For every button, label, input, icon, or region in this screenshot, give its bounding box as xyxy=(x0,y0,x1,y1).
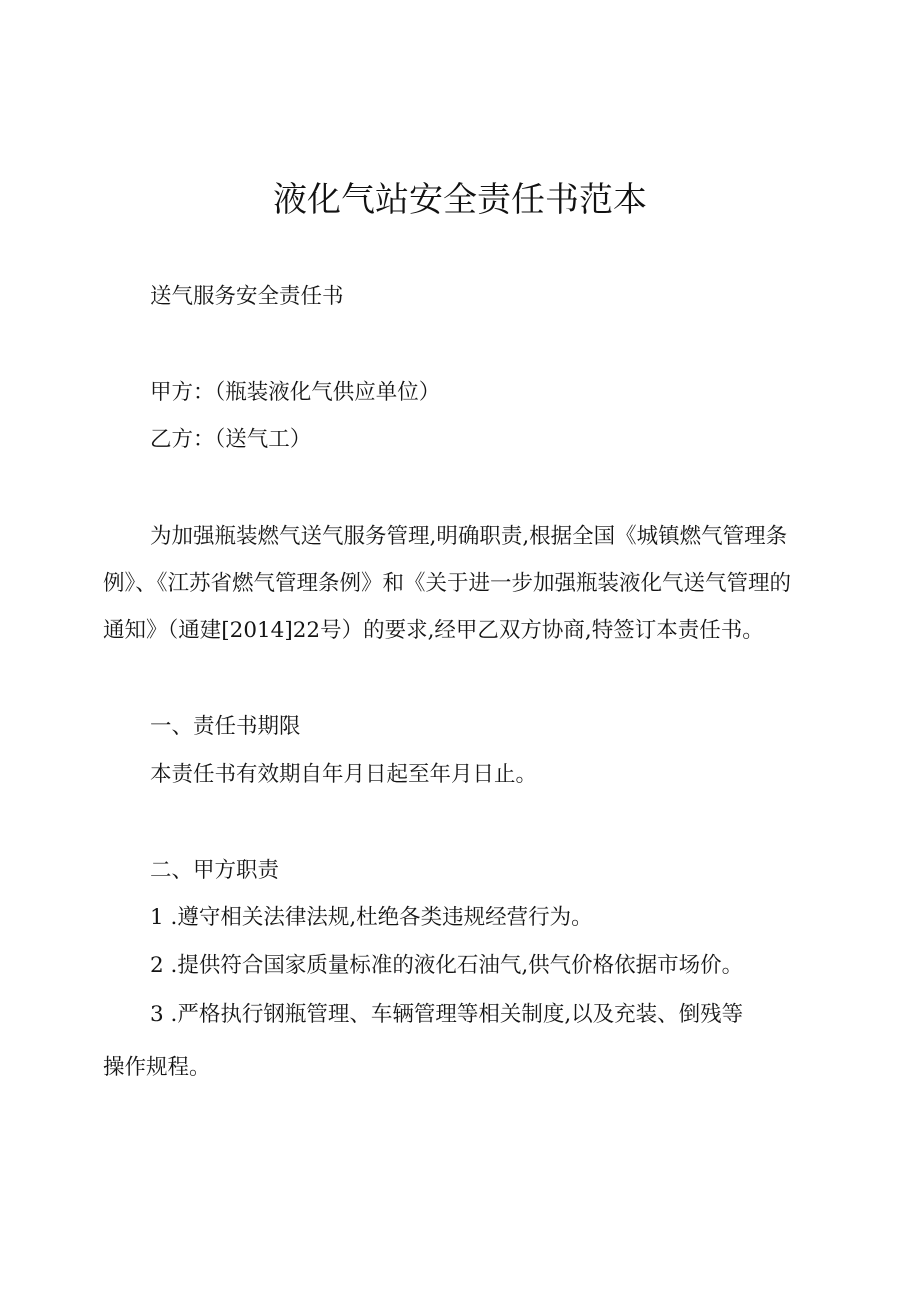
section-text: 本责任书有效期自年月日起至年月日止。 xyxy=(150,762,538,787)
duty-item: 1 .遵守相关法律法规,杜绝各类违规经营行为。 xyxy=(150,905,593,930)
duty-item: 3 .严格执行钢瓶管理、车辆管理等相关制度,以及充装、倒残等 xyxy=(150,1002,744,1027)
section-heading: 一、责任书期限 xyxy=(150,714,301,739)
intro-line: 例》、《江苏省燃气管理条例》和《关于进一步加强瓶装液化气送气管理的 xyxy=(103,571,792,596)
duty-item-continuation: 操作规程。 xyxy=(103,1055,211,1080)
intro-line: 为加强瓶装燃气送气服务管理,明确职责,根据全国《城镇燃气管理条 xyxy=(150,524,788,549)
party-b-line: 乙方：（送气工） xyxy=(150,427,312,452)
intro-line: 通知》（通建[2014]22号）的要求,经甲乙双方协商,特签订本责任书。 xyxy=(103,618,764,643)
party-a-line: 甲方：（瓶装液化气供应单位） xyxy=(150,380,441,405)
document-subtitle: 送气服务安全责任书 xyxy=(150,284,344,309)
section-heading: 二、甲方职责 xyxy=(150,858,280,883)
duty-item: 2 .提供符合国家质量标准的液化石油气,供气价格依据市场价。 xyxy=(150,953,744,978)
document-title: 液化气站安全责任书范本 xyxy=(273,180,647,220)
